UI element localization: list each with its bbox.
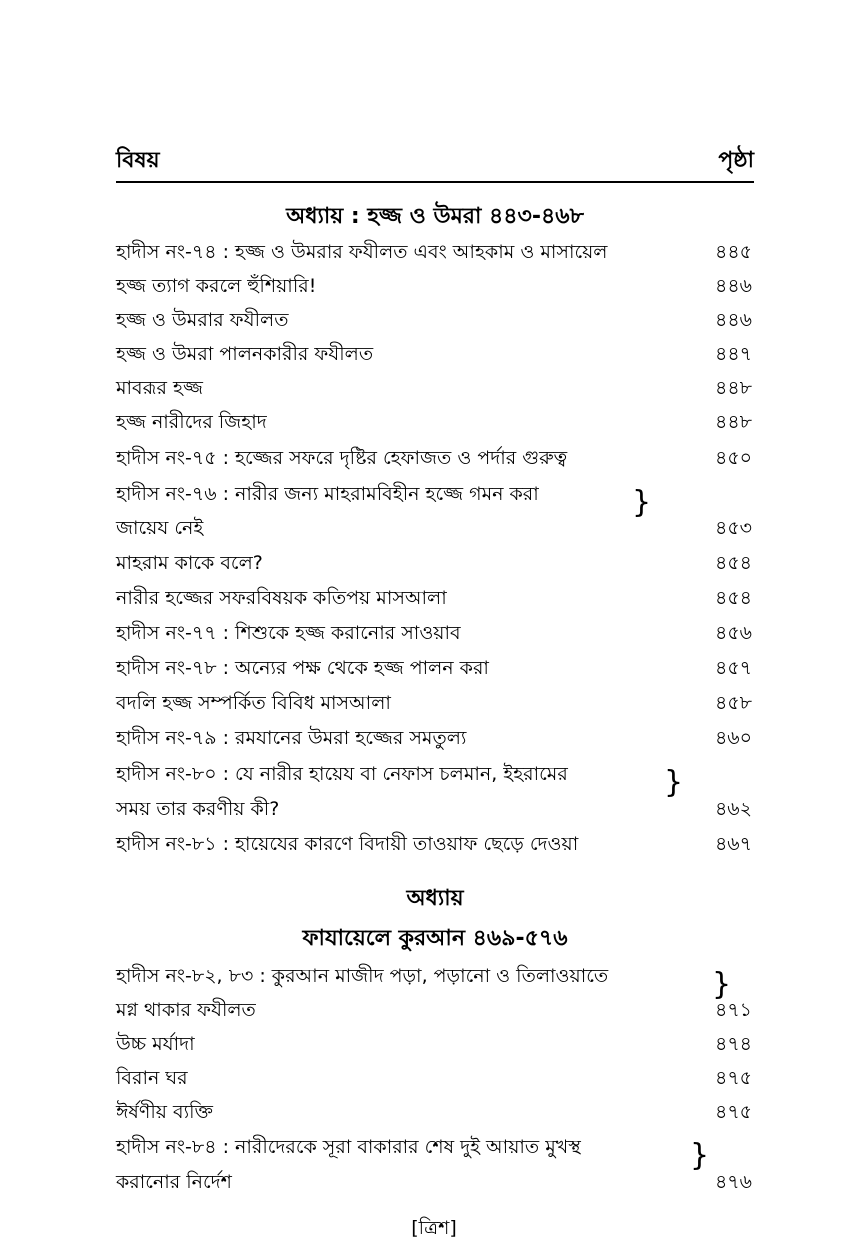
entry-title: নারীর হজ্জের সফরবিষয়ক কতিপয় মাসআলা [116, 587, 447, 609]
page-number-footer: [ত্রিশ] [411, 1217, 457, 1239]
entry-title: হাদীস নং-৭৫ : হজ্জের সফরে দৃষ্টির হেফাজত ও পর্দার গুরুত্ব [116, 447, 568, 469]
entry-title: হাদীস নং-৮৪ : নারীদেরকে সূরা বাকারার শেষ দুই আয়াত মুখস্থ [116, 1136, 581, 1158]
entry-title: হাদীস নং-৭৪ : হজ্জ ও উমরার ফযীলত এবং আহকাম ও মাসায়েল [116, 241, 608, 263]
toc-entry [116, 340, 754, 374]
chapter-heading-quran: ফাযায়েলে কুরআন ৪৬৯-৫৭৬ [302, 926, 568, 951]
toc-entry [116, 1168, 754, 1202]
toc-entry [116, 1098, 754, 1132]
toc-entry [116, 996, 754, 1030]
entry-title: হজ্জ ও উমরা পালনকারীর ফযীলত [116, 343, 374, 365]
toc-entry [116, 760, 754, 794]
entry-page: ৪৭৫ [714, 1101, 752, 1123]
entry-page: ৪৭৬ [714, 1171, 752, 1193]
entry-page: ৪৭৪ [714, 1033, 752, 1055]
entry-title: করানোর নির্দেশ [116, 1171, 232, 1193]
toc-entry [116, 480, 754, 514]
entry-title: মাবরূর হজ্জ [116, 377, 203, 399]
entry-title: হজ্জ নারীদের জিহাদ [116, 411, 267, 433]
entry-page: ৪৪৮ [715, 411, 752, 433]
toc-entry [116, 689, 754, 723]
entry-page: ৪৪৮ [715, 377, 752, 399]
entry-title: হাদীস নং-৭৮ : অন্যের পক্ষ থেকে হজ্জ পালন করা [116, 657, 489, 679]
entry-title: উচ্চ মর্যাদা [116, 1033, 195, 1055]
entry-page: ৪৬২ [714, 798, 752, 820]
entry-page: ৪৫৪ [715, 587, 752, 609]
toc-entry [116, 444, 754, 478]
toc-header [116, 143, 754, 183]
subject-column-label: বিষয় [116, 148, 160, 173]
entry-title: জায়েয নেই [116, 517, 204, 539]
entry-page: ৪৪৫ [715, 241, 752, 263]
entry-title: হাদীস নং-৮০ : যে নারীর হায়েয বা নেফাস চলমান, ইহরামের [116, 763, 568, 785]
toc-entry [116, 238, 754, 272]
entry-title: সময় তার করণীয় কী? [116, 798, 280, 820]
toc-entry [116, 408, 754, 442]
entry-page: ৪৫৩ [714, 517, 752, 539]
chapter-heading-hajj: অধ্যায় : হজ্জ ও উমরা ৪৪৩-৪৬৮ [286, 204, 584, 229]
toc-entry [116, 514, 754, 548]
toc-entry [116, 654, 754, 688]
toc-entry [116, 1064, 754, 1098]
toc-entry [116, 374, 754, 408]
chapter-heading-label: অধ্যায় [406, 886, 464, 911]
entry-title: হাদীস নং-৭৯ : রমযানের উমরা হজ্জের সমতুল্য [116, 727, 467, 749]
entry-page: ৪৫৭ [714, 657, 752, 679]
entry-page: ৪৫৪ [715, 552, 752, 574]
entry-page: ৪৭১ [714, 999, 752, 1021]
toc-entry [116, 724, 754, 758]
entry-title: হাদীস নং-৮১ : হায়েযের কারণে বিদায়ী তাওয়াফ ছেড়ে দেওয়া [116, 833, 579, 855]
toc-entry [116, 795, 754, 829]
entry-page: ৪৭৫ [714, 1067, 752, 1089]
entry-title: হাদীস নং-৮২, ৮৩ : কুরআন মাজীদ পড়া, পড়ানো ও তিলাওয়াতে [116, 965, 609, 987]
brace-mark: } [632, 485, 652, 520]
entry-page: ৪৪৭ [714, 343, 752, 365]
toc-entry [116, 830, 754, 864]
entry-title: মাহরাম কাকে বলে? [116, 552, 263, 574]
entry-title: হাদীস নং-৭৬ : নারীর জন্য মাহরামবিহীন হজ্জে গমন করা [116, 483, 539, 505]
entry-title: ঈর্ষণীয় ব্যক্তি [116, 1101, 214, 1123]
brace-mark: } [712, 967, 732, 1002]
toc-entry [116, 962, 754, 996]
entry-page: ৪৪৬ [714, 275, 752, 297]
toc-entry [116, 584, 754, 618]
entry-title: বিরান ঘর [116, 1067, 188, 1089]
toc-entry [116, 1133, 754, 1167]
entry-title: হজ্জ ও উমরার ফযীলত [116, 309, 289, 331]
toc-entry [116, 1030, 754, 1064]
entry-page: ৪৪৬ [714, 309, 752, 331]
toc-entry [116, 306, 754, 340]
toc-entry [116, 272, 754, 306]
page-column-label: পৃষ্ঠা [718, 148, 754, 173]
entry-title: হাদীস নং-৭৭ : শিশুকে হজ্জ করানোর সাওয়াব [116, 622, 461, 644]
entry-title: মগ্ন থাকার ফযীলত [116, 999, 256, 1021]
entry-page: ৪৬০ [714, 727, 752, 749]
toc-entry [116, 619, 754, 653]
entry-title: হজ্জ ত্যাগ করলে হুঁশিয়ারি! [116, 275, 317, 297]
entry-title: বদলি হজ্জ সম্পর্কিত বিবিধ মাসআলা [116, 692, 391, 714]
entry-page: ৪৬৭ [714, 833, 752, 855]
toc-entry [116, 549, 754, 583]
entry-page: ৪৫৮ [715, 692, 752, 714]
entry-page: ৪৫৬ [714, 622, 752, 644]
brace-mark: } [664, 765, 684, 800]
entry-page: ৪৫০ [714, 447, 752, 469]
brace-mark: } [690, 1138, 710, 1173]
